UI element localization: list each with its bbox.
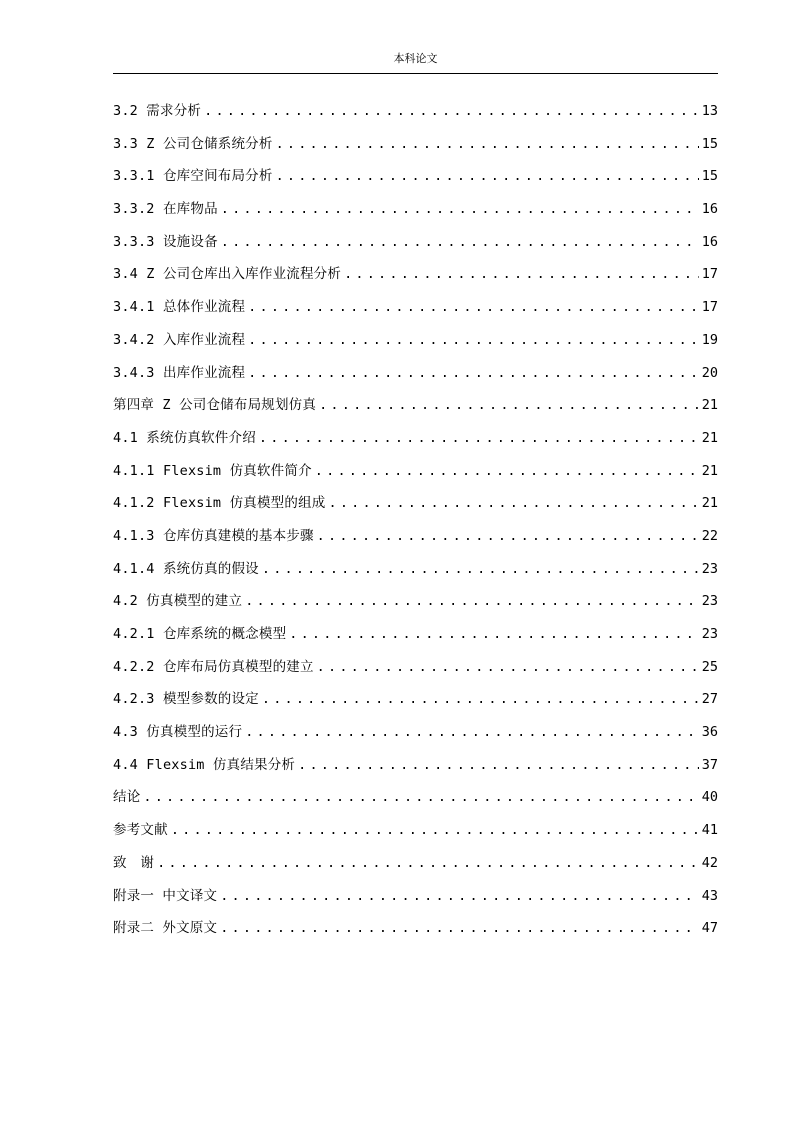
toc-entry[interactable] [113, 753, 718, 786]
toc-dot-leader [317, 655, 699, 679]
toc-entry[interactable] [113, 622, 718, 655]
toc-entry[interactable] [113, 164, 718, 197]
toc-entry-title: 3.4.1 总体作业流程 [113, 299, 246, 316]
header-divider [113, 73, 718, 74]
toc-page-number: 21 [701, 397, 718, 414]
toc-page-number: 47 [701, 920, 718, 937]
toc-dot-leader [248, 328, 699, 352]
toc-entry-title: 3.3 Z 公司仓储系统分析 [113, 135, 273, 152]
toc-entry[interactable] [113, 197, 718, 230]
toc-entry-title: 3.4.2 入库作业流程 [113, 331, 246, 348]
toc-dot-leader [221, 230, 699, 254]
toc-entry[interactable] [113, 393, 718, 426]
toc-entry[interactable] [113, 589, 718, 622]
toc-entry-title: 参考文献 [113, 822, 168, 839]
toc-dot-leader [245, 720, 699, 744]
toc-entry[interactable] [113, 262, 718, 295]
toc-dot-leader [248, 361, 699, 385]
page-header: 本科论文 [393, 52, 438, 65]
toc-dot-leader [204, 99, 699, 123]
toc-entry[interactable] [113, 916, 718, 949]
toc-page-number: 21 [701, 462, 718, 479]
toc-dot-leader [220, 916, 699, 940]
toc-entry-title: 3.3.2 在库物品 [113, 201, 218, 218]
toc-entry[interactable] [113, 295, 718, 328]
toc-page-number: 23 [701, 593, 718, 610]
toc-page-number: 21 [701, 429, 718, 446]
toc-page-number: 37 [701, 756, 718, 773]
toc-page-number: 23 [701, 560, 718, 577]
toc-entry[interactable] [113, 851, 718, 884]
toc-page-number: 42 [701, 854, 718, 871]
toc-page-number: 16 [701, 201, 718, 218]
toc-entry-title: 3.2 需求分析 [113, 103, 202, 119]
toc-entry-title: 4.2.1 仓库系统的概念模型 [113, 626, 287, 642]
toc-dot-leader [259, 426, 699, 450]
toc-entry-title: 第四章 Z 公司仓储布局规划仿真 [113, 397, 317, 414]
toc-entry[interactable] [113, 557, 718, 590]
toc-page-number: 19 [701, 331, 718, 348]
toc-entry[interactable] [113, 491, 718, 524]
toc-entry-title: 致 谢 [113, 854, 155, 871]
toc-entry[interactable] [113, 785, 718, 818]
toc-page-number: 16 [701, 233, 718, 250]
toc-entry-title: 3.3.3 设施设备 [113, 233, 218, 250]
toc-entry-title: 4.1 系统仿真软件介绍 [113, 429, 256, 446]
toc-page-number: 41 [701, 822, 718, 839]
toc-entry-title: 4.1.4 系统仿真的假设 [113, 560, 259, 577]
toc-entry[interactable] [113, 328, 718, 361]
toc-entry[interactable] [113, 361, 718, 394]
toc-dot-leader [315, 459, 699, 483]
toc-dot-leader [289, 622, 698, 646]
toc-entry[interactable] [113, 99, 718, 132]
toc-entry-title: 4.1.1 Flexsim 仿真软件简介 [113, 462, 312, 479]
toc-entry[interactable] [113, 230, 718, 263]
toc-page-number: 22 [701, 527, 718, 544]
toc-dot-leader [319, 393, 699, 417]
toc-dot-leader [329, 491, 699, 515]
toc-entry-title: 4.2.3 模型参数的设定 [113, 691, 259, 708]
toc-entry-title: 结论 [113, 789, 141, 806]
toc-dot-leader [276, 164, 699, 188]
toc-dot-leader [276, 132, 699, 156]
toc-entry-title: 附录二 外文原文 [113, 920, 218, 937]
toc-entry-title: 附录一 中文译文 [113, 887, 218, 904]
toc-entry-title: 3.4.3 出库作业流程 [113, 364, 246, 381]
toc-entry-title: 4.3 仿真模型的运行 [113, 724, 243, 741]
toc-entry[interactable] [113, 426, 718, 459]
toc-entry-title: 4.2.2 仓库布局仿真模型的建立 [113, 658, 314, 675]
toc-entry[interactable] [113, 459, 718, 492]
toc-page-number: 25 [701, 658, 718, 675]
toc-page-number: 13 [701, 103, 718, 119]
toc-page-number: 27 [701, 691, 718, 708]
toc-page-number: 21 [701, 495, 718, 512]
toc-page-number: 17 [701, 299, 718, 316]
toc-page-number: 17 [701, 266, 718, 283]
toc-entry[interactable] [113, 687, 718, 720]
toc-entry[interactable] [113, 132, 718, 165]
toc-entry[interactable] [113, 524, 718, 557]
toc-entry-title: 4.2 仿真模型的建立 [113, 593, 243, 610]
toc-entry[interactable] [113, 720, 718, 753]
toc-page-number: 23 [701, 626, 718, 642]
toc-entry-title: 4.1.3 仓库仿真建模的基本步骤 [113, 527, 314, 544]
toc-entry[interactable] [113, 884, 718, 917]
toc-page-number: 15 [701, 135, 718, 152]
toc-entry[interactable] [113, 818, 718, 851]
toc-dot-leader [262, 557, 699, 581]
toc-dot-leader [157, 851, 699, 875]
toc-dot-leader [317, 524, 699, 548]
toc-entry-title: 4.1.2 Flexsim 仿真模型的组成 [113, 495, 326, 512]
toc-page-number: 43 [701, 887, 718, 904]
toc-dot-leader [245, 589, 699, 613]
toc-dot-leader [220, 884, 699, 908]
toc-dot-leader [298, 753, 699, 777]
toc-entry[interactable] [113, 655, 718, 688]
table-of-contents [113, 99, 718, 949]
toc-entry-title: 4.4 Flexsim 仿真结果分析 [113, 756, 296, 773]
toc-dot-leader [262, 687, 699, 711]
toc-dot-leader [248, 295, 699, 319]
toc-page-number: 15 [701, 168, 718, 185]
toc-entry-title: 3.4 Z 公司仓库出入库作业流程分析 [113, 266, 342, 283]
toc-page-number: 20 [701, 364, 718, 381]
toc-page-number: 40 [701, 789, 718, 806]
toc-dot-leader [221, 197, 699, 221]
toc-dot-leader [143, 785, 698, 809]
toc-entry-title: 3.3.1 仓库空间布局分析 [113, 168, 273, 185]
toc-page-number: 36 [701, 724, 718, 741]
toc-dot-leader [171, 818, 699, 842]
toc-dot-leader [344, 262, 699, 286]
